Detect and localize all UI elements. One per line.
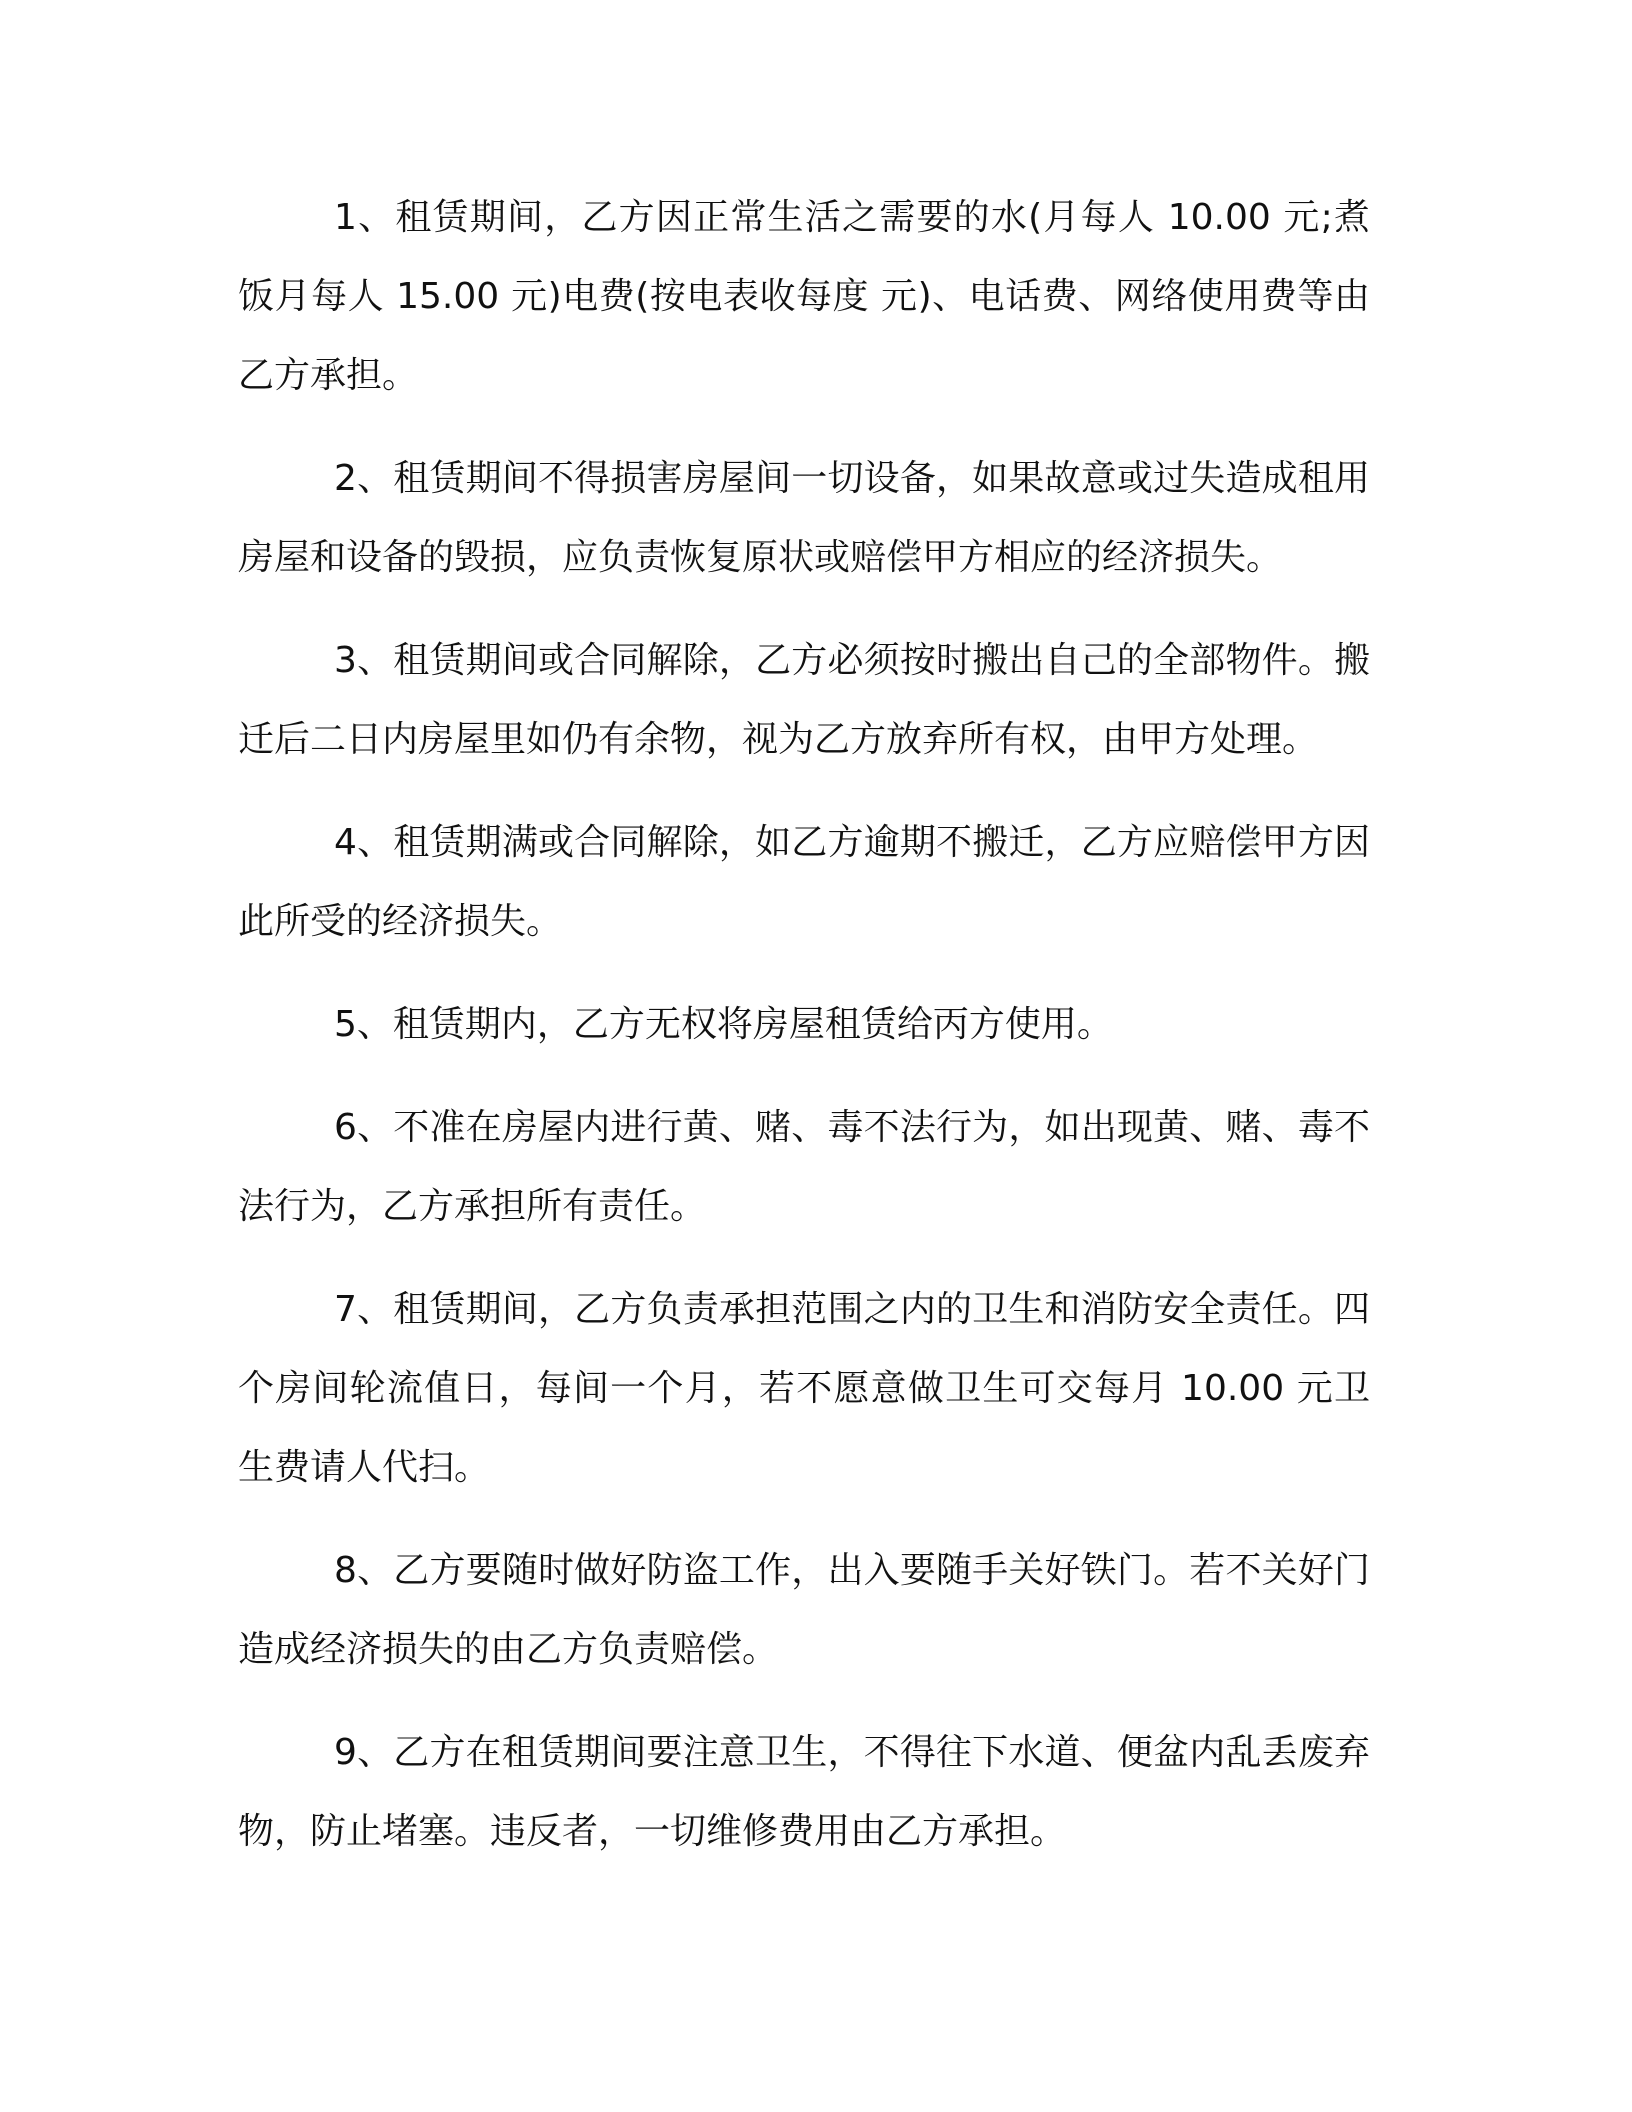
clause-1: 1、租赁期间，乙方因正常生活之需要的水(月每人 10.00 元;煮饭月每人 15.00 元)电费(按电表收每度 元)、电话费、网络使用费等由乙方承担。 (238, 197, 1370, 396)
clause-2: 2、租赁期间不得损害房屋间一切设备，如果故意或过失造成租用房屋和设备的毁损，应负责恢复原状或赔偿甲方相应的经济损失。 (238, 458, 1370, 578)
clause-7: 7、租赁期间，乙方负责承担范围之内的卫生和消防安全责任。四个房间轮流值日，每间一个月，若不愿意做卫生可交每月 10.00 元卫生费请人代扫。 (238, 1289, 1370, 1488)
clause-3: 3、租赁期间或合同解除，乙方必须按时搬出自己的全部物件。搬迁后二日内房屋里如仍有余物，视为乙方放弃所有权，由甲方处理。 (238, 640, 1370, 760)
clause-5: 5、租赁期内，乙方无权将房屋租赁给丙方使用。 (334, 1004, 1113, 1045)
document-body (238, 178, 1370, 1895)
clause-9: 9、乙方在租赁期间要注意卫生，不得往下水道、便盆内乱丢废弃物，防止堵塞。违反者，一切维修费用由乙方承担。 (238, 1732, 1370, 1852)
clause-6: 6、不准在房屋内进行黄、赌、毒不法行为，如出现黄、赌、毒不法行为，乙方承担所有责任。 (238, 1107, 1370, 1227)
clause-8: 8、乙方要随时做好防盗工作，出入要随手关好铁门。若不关好门造成经济损失的由乙方负责赔偿。 (238, 1550, 1370, 1670)
clause-4: 4、租赁期满或合同解除，如乙方逾期不搬迁，乙方应赔偿甲方因此所受的经济损失。 (238, 822, 1370, 942)
